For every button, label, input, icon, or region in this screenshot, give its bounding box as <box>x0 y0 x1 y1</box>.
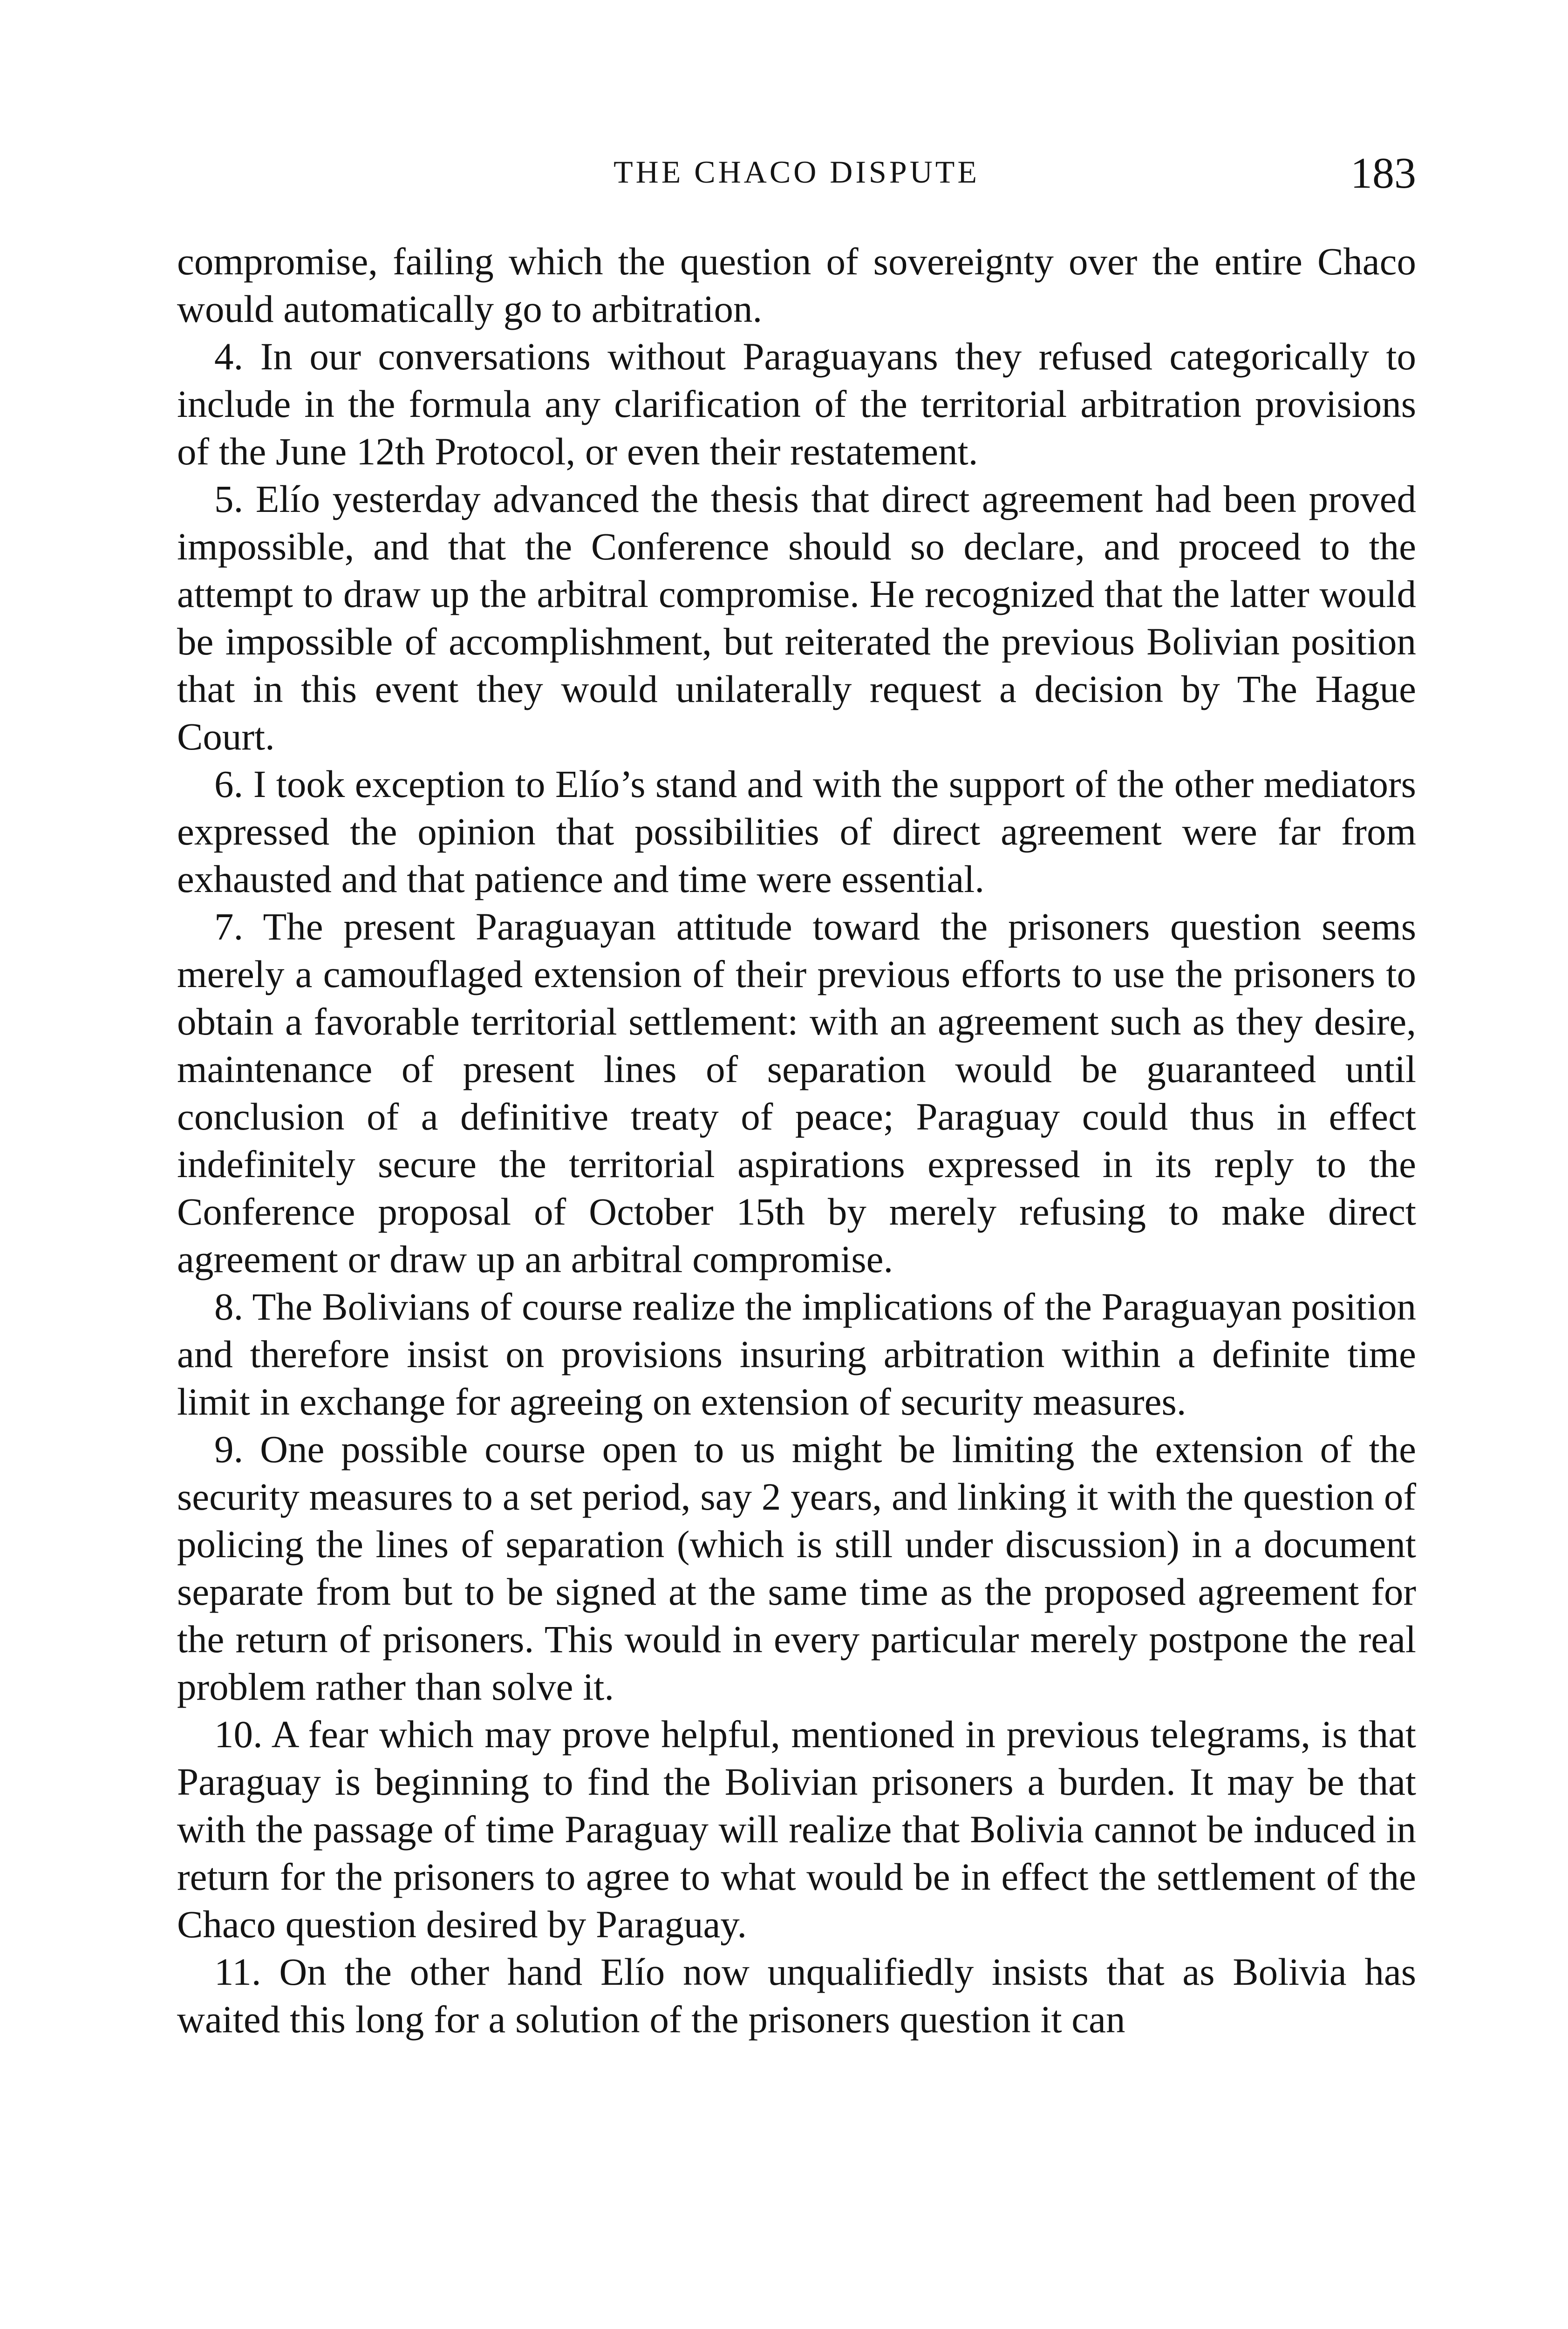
paragraph-6: 6. I took exception to Elío’s stand and with the support of the other mediators expressed the opinion that possibilities of direct agreement were far from exhausted and that patience and time were essential. <box>177 763 1416 900</box>
body-text <box>177 238 1416 2043</box>
running-head <box>177 150 1416 206</box>
paragraph-continuation: compromise, failing which the question of sovereignty over the entire Chaco would automatically go to arbitration. <box>177 240 1416 330</box>
paragraph-4: 4. In our conversations without Paraguayans they refused categorically to include in the formula any clarification of the territorial arbitration provisions of the June 12th Protocol, or even their restatement. <box>177 335 1416 473</box>
paragraph-7: 7. The present Paraguayan attitude toward the prisoners question seems merely a camouflaged extension of their previous efforts to use the prisoners to obtain a favorable territorial settlement: with an agreement such as they desire, maintenance of present lines of separation would be guaranteed until conclusion of a definitive treaty of peace; Paraguay could thus in effect indefinitely secure the territorial aspirations expressed in its reply to the Conference proposal of October 15th by merely refusing to make direct agreement or draw up an arbitral compromise. <box>177 905 1416 1280</box>
paragraph-8: 8. The Bolivians of course realize the implications of the Paraguayan position and therefore insist on provisions insuring arbitration within a definite time limit in exchange for agreeing on extension of security measures. <box>177 1285 1417 1423</box>
paragraph-5: 5. Elío yesterday advanced the thesis that direct agreement had been proved impossible, and that the Conference should so declare, and proceed to the attempt to draw up the arbitral compromise. He recognized that the latter would be impossible of accomplishment, but reiterated the previous Bolivian position that in this event they would unilaterally request a decision by The Hague Court. <box>177 477 1416 758</box>
page-number: 183 <box>1350 149 1416 197</box>
paragraph-11: 11. On the other hand Elío now unqualifiedly insists that as Bolivia has waited this long for a solution of the prisoners question it can <box>177 1950 1416 2041</box>
paragraph-9: 9. One possible course open to us might be limiting the extension of the security measures to a set period, say 2 years, and linking it with the question of policing the lines of separation (which is still under discussion) in a document separate from but to be signed at the same time as the proposed agreement for the return of prisoners. This would in every particular merely postpone the real problem rather than solve it. <box>177 1428 1416 1708</box>
running-title: THE CHACO DISPUTE <box>614 154 980 190</box>
paragraph-10: 10. A fear which may prove helpful, mentioned in previous telegrams, is that Paraguay is beginning to find the Bolivian prisoners a burden. It may be that with the passage of time Paraguay will realize that Bolivia cannot be induced in return for the prisoners to agree to what would be in effect the settlement of the Chaco question desired by Paraguay. <box>177 1713 1416 1946</box>
